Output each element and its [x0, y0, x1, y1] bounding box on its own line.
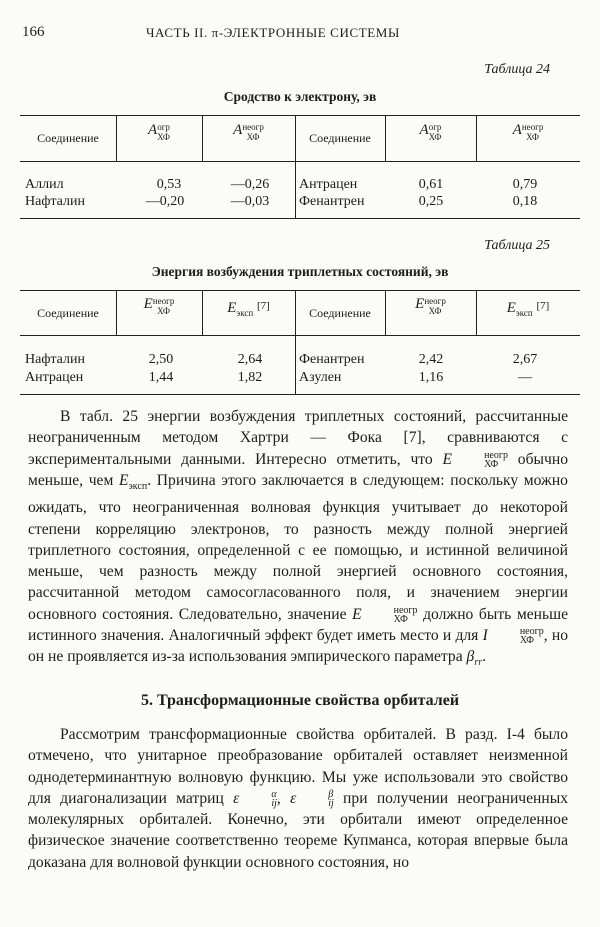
- table-24-col-a-ogr-left: A огр ХФ: [148, 122, 170, 142]
- table-row: Нафталин: [25, 352, 85, 367]
- table-cell: 0,18: [512, 194, 538, 209]
- table-cell: 1,16: [418, 370, 444, 385]
- table-row: Антрацен: [25, 370, 84, 385]
- table-cell: Фенантрен: [299, 194, 365, 209]
- table-cell: 0,79: [512, 177, 538, 192]
- page-number: 166: [22, 24, 45, 40]
- table-cell: 0,61: [418, 177, 444, 192]
- table-cell: 2,42: [418, 352, 444, 367]
- table-24-caption: Таблица 24: [484, 62, 550, 77]
- table-cell: 0,25: [418, 194, 444, 209]
- table-cell: 1,44: [148, 370, 174, 385]
- table-25-title: Энергия возбуждения триплетных состояний, эв: [151, 264, 449, 279]
- table-24-bottom-rule: [20, 218, 580, 219]
- table-25-col-e-neogr-right: E неогр ХФ: [415, 296, 446, 316]
- table-24-col-compound-right: Соединение: [309, 131, 371, 145]
- table-25-col-e-exp-right: $E_{эксп}$ [7]: [506, 300, 550, 318]
- running-title: ЧАСТЬ II. π-ЭЛЕКТРОННЫЕ СИСТЕМЫ: [146, 25, 400, 40]
- table-24-header-rule: [20, 161, 580, 162]
- table-cell: —: [518, 370, 532, 385]
- table-cell: 0,53: [156, 177, 182, 192]
- table-cell: Антрацен: [299, 177, 358, 192]
- table-row: Аллил: [25, 177, 64, 192]
- table-cell: 2,50: [148, 352, 174, 367]
- table-25-col-compound-right: Соединение: [309, 306, 371, 320]
- table-row: Нафталин: [25, 194, 85, 209]
- table-cell: 2,67: [512, 352, 538, 367]
- table-24-title: Сродство к электрону, эв: [223, 89, 377, 104]
- table-25-header-rule: [20, 335, 580, 336]
- table-24-col-a-neogr-right: A неогр ХФ: [512, 122, 544, 142]
- table-24-col-a-ogr-right: A огр ХФ: [419, 122, 442, 142]
- table-cell: Азулен: [299, 370, 342, 385]
- table-25-col-e-exp-left: $E_{эксп}$ [7]: [227, 300, 270, 318]
- body-paragraph-2: Рассмотрим трансформационные свойства орбиталей. В разд. I-4 было отмечено, что унитарное преобразование орбиталей оставляет неизменной однодетерминантную волновую функцию. Мы уже использовали это свойство для диагонализации матриц ε α ij , ε β ij при получении неограниченных молекулярных орбиталей. Конечно, эти орбитали имеют определенное физическое значение соответственно теореме Купманса, которая впервые была доказана для волновой функции основного состояния, но: [28, 726, 569, 871]
- body-paragraph-1: В табл. 25 энергии возбуждения триплетных состояний, рассчитанные неограниченным методом Хартри — Фока [7], сравниваются с экспериментальными данными. Интересно отметить, что E неогр ХФ обычно меньше, чем $E_{эксп}$. Причина этого заключается в следующем: поскольку можно ожидать, что неограниченная волновая функция учитывает до некоторой степени корреляцию электронов, то разность между полной энергией триплетного состояния, определенной с ее помощью, и истинной величиной меньше, чем разность между полной энергией основного состояния, рассчитанной методом самосогласованного поля, и значением энергии основного состояния. Следовательно, значение E неогр ХФ должно быть меньше истинного значения. Аналогичный эффект будет иметь место и для I неогр ХФ , но он не проявляется из-за использования эмпирического параметра $\beta_{rr}$.: [28, 408, 569, 669]
- table-cell: Фенантрен: [299, 352, 365, 367]
- table-24-col-a-neogr-left: A неогр ХФ: [233, 122, 264, 142]
- table-24-col-compound-left: Соединение: [37, 131, 99, 145]
- table-cell: —0,20: [145, 194, 185, 209]
- table-cell: —0,26: [230, 177, 270, 192]
- table-25-bottom-rule: [20, 394, 580, 395]
- table-25-col-e-neogr-left: E неогр ХФ: [143, 296, 175, 316]
- section-heading: 5. Трансформационные свойства орбиталей: [140, 692, 460, 709]
- table-cell: 1,82: [237, 370, 263, 385]
- table-cell: —0,03: [230, 194, 270, 209]
- table-25-top-rule: [20, 290, 580, 291]
- table-24-top-rule: [20, 115, 580, 116]
- table-25-col-compound-left: Соединение: [37, 306, 99, 320]
- table-cell: 2,64: [237, 352, 263, 367]
- table-25-caption: Таблица 25: [484, 238, 550, 253]
